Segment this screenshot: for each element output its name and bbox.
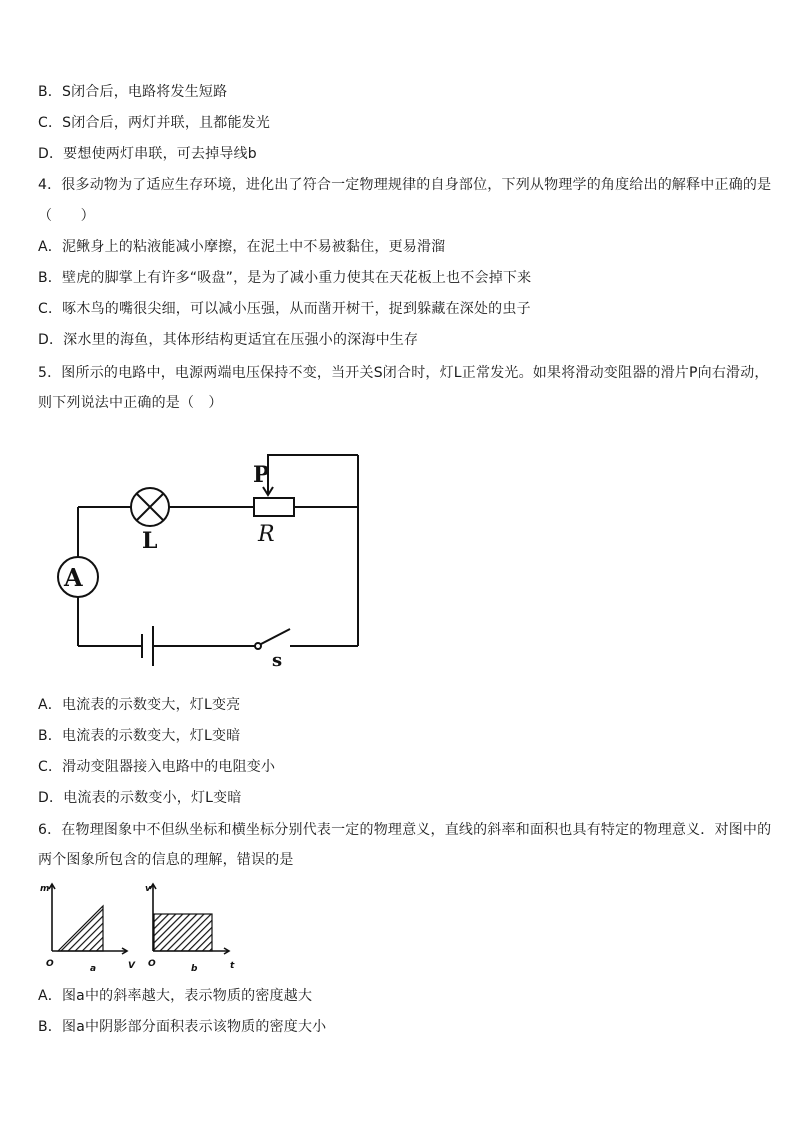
q5-stem-line1: 5．图所示的电路中，电源两端电压保持不变，当开关S闭合时，灯L正常发光。如果将滑动变阻器的滑片P向右滑动，	[38, 365, 769, 381]
ammeter-label: A	[64, 563, 83, 592]
q4-option-c: C．啄木鸟的嘴很尖细，可以减小压强，从而凿开树干，捉到躲藏在深处的虫子	[38, 301, 531, 317]
switch-label: s	[272, 650, 283, 671]
rheostat-label: R	[258, 522, 275, 547]
q3-option-d: D．要想使两灯串联，可去掉导线b	[38, 146, 257, 162]
q6-option-b: B．图a中阴影部分面积表示该物质的密度大小	[38, 1019, 327, 1035]
q6-stem-line1: 6．在物理图象中不但纵坐标和横坐标分别代表一定的物理意义，直线的斜率和面积也具有特定的物理意义．对图中的	[38, 822, 772, 838]
q6-option-a: A．图a中的斜率越大，表示物质的密度越大	[38, 988, 313, 1004]
q5-option-b: B．电流表的示数变大，灯L变暗	[38, 728, 241, 744]
q4-stem-line2: （ ）	[38, 208, 95, 224]
q3-option-c: C．S闭合后，两灯并联，且都能发光	[38, 115, 271, 131]
graph-a	[40, 884, 136, 974]
lamp-label: L	[142, 528, 158, 554]
graph-a-x-label: V	[128, 961, 135, 971]
graph-b-x-label: t	[230, 961, 235, 971]
q4-option-b: B．壁虎的脚掌上有许多“吸盘”，是为了减小重力使其在天花板上也不会掉下来	[38, 270, 532, 286]
graph-b	[145, 884, 235, 974]
graph-b-y-label: v	[145, 884, 151, 894]
q6-stem-line2: 两个图象所包含的信息的理解，错误的是	[38, 852, 294, 868]
graph-b-caption: b	[191, 964, 198, 974]
slider-label: P	[253, 462, 270, 488]
graph-b-origin: O	[148, 959, 156, 969]
graph-a-y-label: m	[40, 884, 50, 894]
q4-option-a: A．泥鳅身上的粘液能减小摩擦，在泥土中不易被黏住，更易滑溜	[38, 239, 446, 255]
q4-option-d: D．深水里的海鱼，其体形结构更适宜在压强小的深海中生存	[38, 332, 419, 348]
q5-option-d: D．电流表的示数变小，灯L变暗	[38, 790, 242, 806]
q5-option-c: C．滑动变阻器接入电路中的电阻变小	[38, 759, 276, 775]
q4-stem-line1: 4．很多动物为了适应生存环境，进化出了符合一定物理规律的自身部位，下列从物理学的角度给出的解释中正确的是	[38, 177, 772, 193]
graph-a-origin: O	[46, 959, 54, 969]
q3-option-b: B．S闭合后，电路将发生短路	[38, 84, 228, 100]
graph-a-caption: a	[90, 964, 97, 974]
q5-stem-line2: 则下列说法中正确的是（ ）	[38, 395, 223, 411]
q5-option-a: A．电流表的示数变大，灯L变亮	[38, 697, 241, 713]
